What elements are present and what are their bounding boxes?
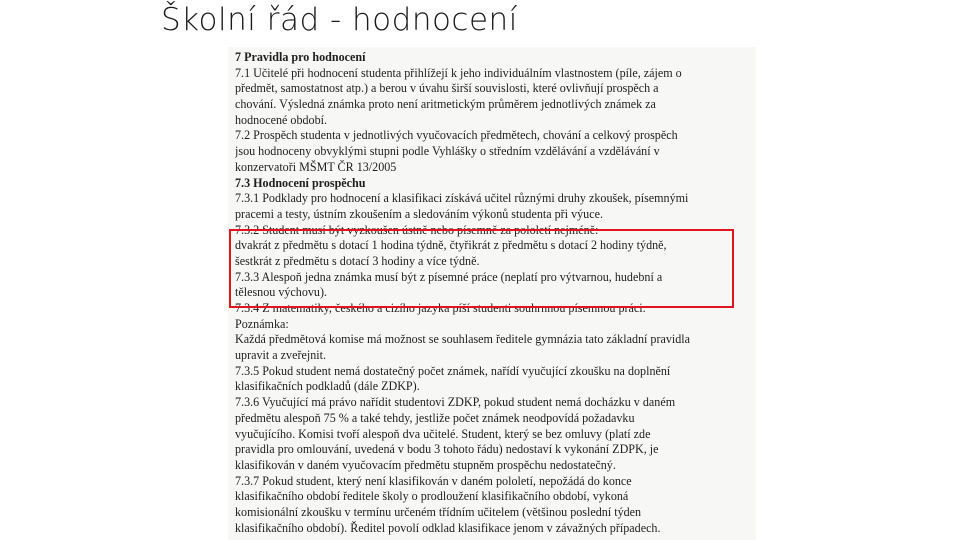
document-line: předmět, samostatnost atp.) a berou v úvahu širší souvislosti, které ovlivňují prospěch a xyxy=(235,81,659,96)
document-line: 7.3 Hodnocení prospěchu xyxy=(235,175,366,190)
document-line: 7.1 Učitelé při hodnocení studenta přihlížejí k jeho individuálním vlastnostem (píle, zájem o xyxy=(235,65,682,80)
document-line: jsou hodnoceny obvyklými stupni podle Vyhlášky o středním vzdělávání a vzdělávání v xyxy=(235,144,660,159)
document-line: pracemi a testy, ústním zkoušením a sledováním výkonů studenta při výuce. xyxy=(235,206,603,221)
document-line: 7.3.7 Pokud student, který není klasifikován v daném pololetí, nepožádá do konce xyxy=(235,473,632,488)
document-line: tělesnou výchovu). xyxy=(235,285,328,300)
document-line: konzervatoři MŠMT ČR 13/2005 xyxy=(235,159,397,174)
document-line: komisionální zkoušku v termínu určeném třídním učitelem (většinou poslední týden xyxy=(235,504,642,519)
document-line: hodnocené období. xyxy=(235,112,328,127)
document-line: 7 Pravidla pro hodnocení xyxy=(235,50,366,64)
document-line: upravit a zveřejnit. xyxy=(235,348,326,363)
document-line: 7.3.6 Vyučující má právo nařídit studentovi ZDKP, pokud student nemá docházku v daném xyxy=(235,395,676,410)
document-line: chování. Výsledná známka proto není aritmetickým průměrem jednotlivých známek za xyxy=(235,97,656,112)
document-line: pravidla pro omlouvání, uvedená v bodu 3 tohoto řádu) nedostaví k vykonání ZDPK, je xyxy=(235,442,659,457)
document-line: 7.3.3 Alespoň jedna známka musí být z písemné práce (neplatí pro výtvarnou, hudební a xyxy=(235,269,663,284)
document-line: předmětu alespoň 75 % a také tehdy, jestliže počet známek neodpovídá požadavku xyxy=(235,410,635,425)
highlight-box xyxy=(229,229,734,308)
document-line: dvakrát z předmětu s dotací 1 hodina týdně, čtyřikrát z předmětu s dotací 2 hodiny týdně, xyxy=(235,238,667,253)
document-line: 7.3.4 Z matematiky, českého a cizího jazyka píší studenti souhrnnou písemnou práci. xyxy=(235,301,646,315)
document-line: Poznámka: xyxy=(235,316,289,331)
document-line: klasifikován v daném vyučovacím předmětu stupněm prospěchu nedostatečný. xyxy=(235,457,616,472)
document-line: klasifikačního období). Ředitel povolí odklad klasifikace jenom v závažných případech. xyxy=(235,520,661,535)
document-line: klasifikačních podkladů (dále ZDKP). xyxy=(235,379,420,394)
document-line: Každá předmětová komise má možnost se souhlasem ředitele gymnázia tato základní pravidla xyxy=(235,332,691,347)
document-line: vyučujícího. Komisi tvoří alespoň dva učitelé. Student, který se bez omluvy (platí zde xyxy=(235,426,651,441)
document-line: klasifikačního období ředitele školy o prodloužení klasifikačního období, vykoná xyxy=(235,489,629,504)
document-line: 7.3.1 Podklady pro hodnocení a klasifikaci získává učitel různými druhy zkoušek, písemnými xyxy=(235,191,689,206)
document-line: 7.3.5 Pokud student nemá dostatečný počet známek, nařídí vyučující zkoušku na doplnění xyxy=(235,363,671,378)
document-line: šestkrát z předmětu s dotací 3 hodiny a více týdně. xyxy=(235,253,480,268)
document-line: 7.3.2 Student musí být vyzkoušen ústně nebo písemně za pololetí nejméně: xyxy=(235,222,599,237)
document-line: 7.2 Prospěch studenta v jednotlivých vyučovacích předmětech, chování a celkový prospěch xyxy=(235,128,678,143)
slide-title: Školní řád - hodnocení xyxy=(161,2,518,38)
